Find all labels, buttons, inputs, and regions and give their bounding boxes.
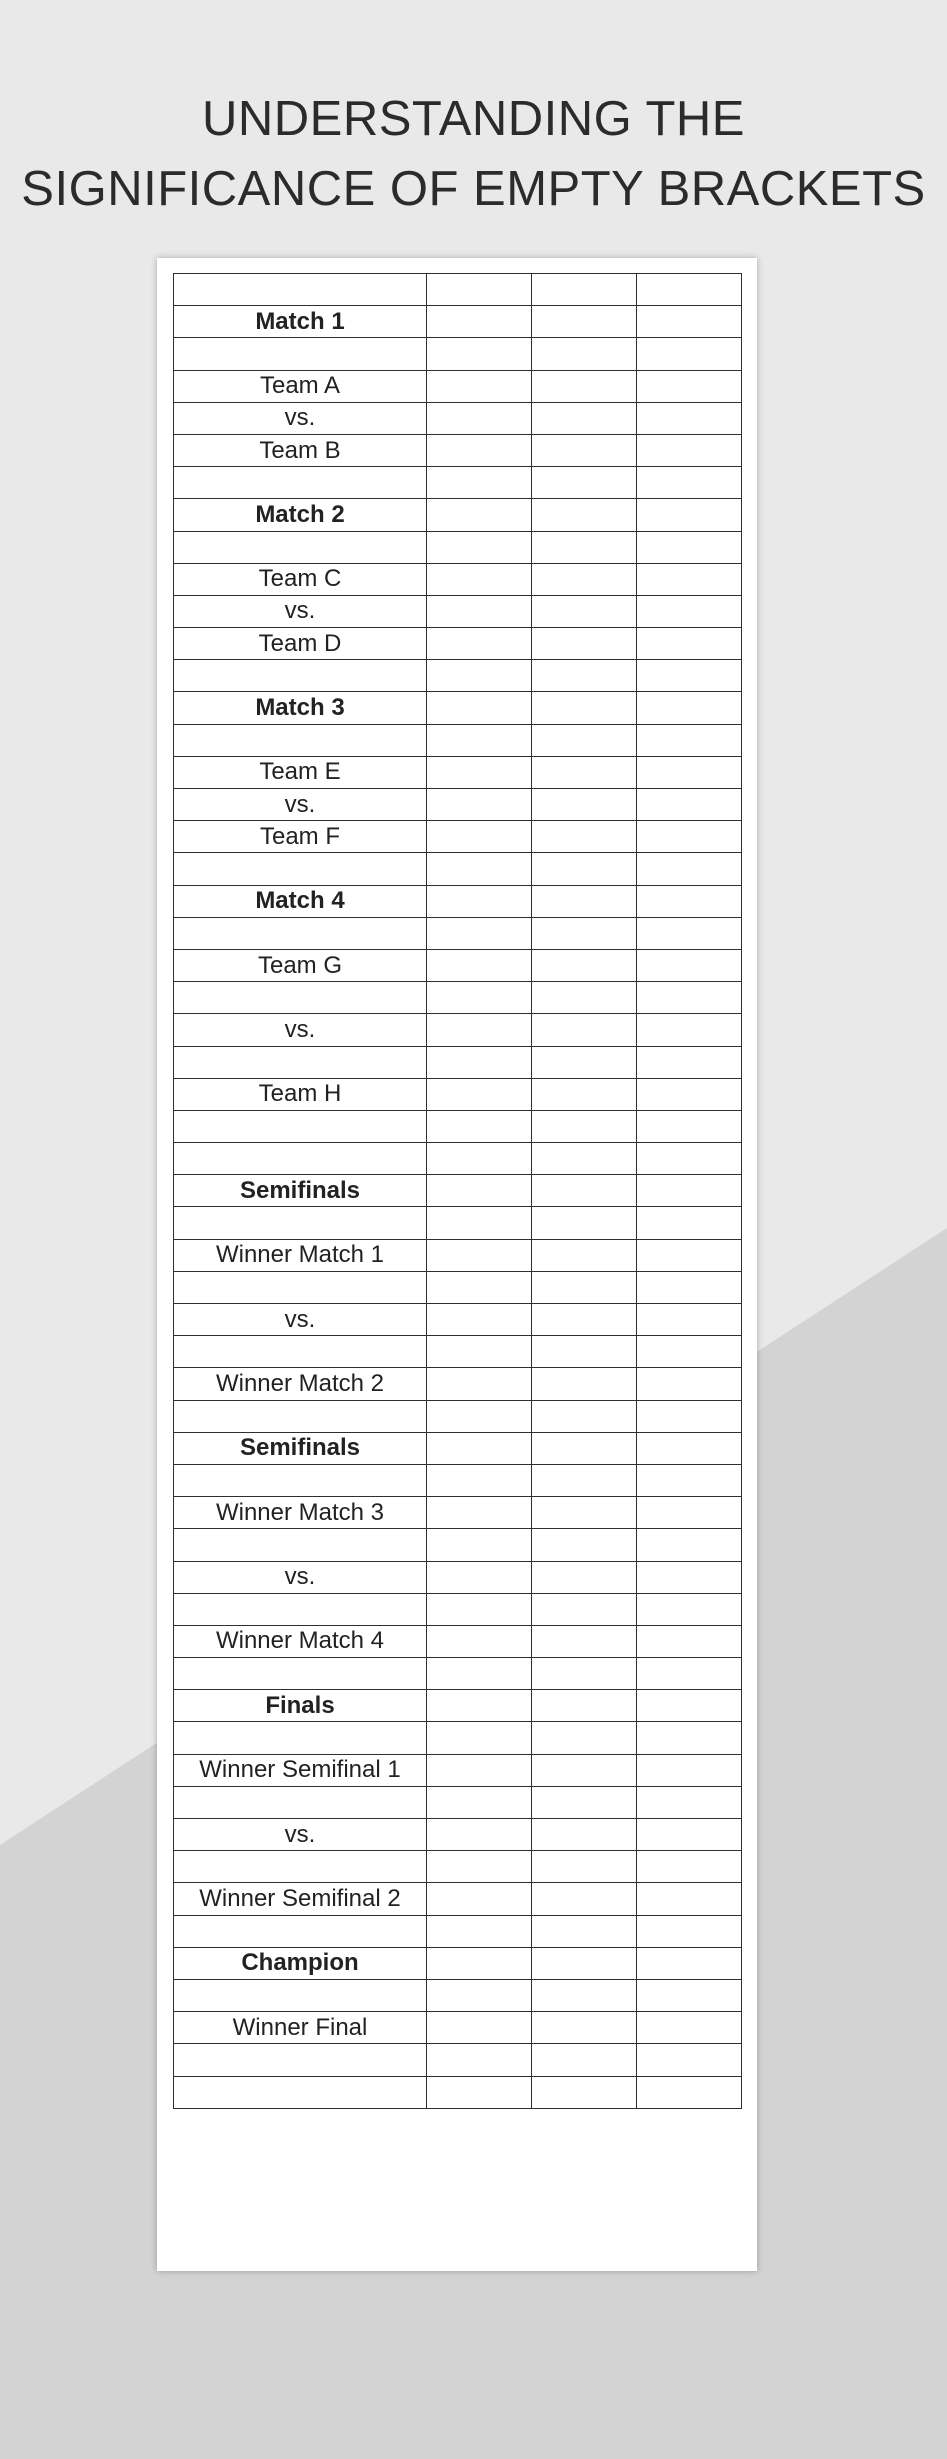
bracket-score-cell-3[interactable] — [637, 982, 742, 1014]
bracket-score-cell-1[interactable] — [427, 1014, 532, 1046]
bracket-score-cell-3[interactable] — [637, 1368, 742, 1400]
bracket-row — [174, 1754, 742, 1786]
bracket-row — [174, 821, 742, 853]
bracket-row — [174, 692, 742, 724]
bracket-score-cell-2[interactable] — [532, 1432, 637, 1464]
bracket-score-cell-3[interactable] — [637, 660, 742, 692]
bracket-score-cell-2[interactable] — [532, 563, 637, 595]
bracket-label-cell — [174, 853, 427, 885]
bracket-score-cell-2[interactable] — [532, 370, 637, 402]
bracket-score-cell-3[interactable] — [637, 628, 742, 660]
bracket-row — [174, 1432, 742, 1464]
bracket-score-cell-1[interactable] — [427, 1947, 532, 1979]
bracket-row — [174, 1561, 742, 1593]
bracket-label-cell: Team E — [174, 756, 427, 788]
bracket-score-cell-2[interactable] — [532, 499, 637, 531]
bracket-score-cell-1[interactable] — [427, 1497, 532, 1529]
bracket-score-cell-3[interactable] — [637, 1883, 742, 1915]
bracket-score-cell-1[interactable] — [427, 853, 532, 885]
bracket-score-cell-3[interactable] — [637, 1947, 742, 1979]
bracket-score-cell-3[interactable] — [637, 1851, 742, 1883]
bracket-score-cell-2[interactable] — [532, 1239, 637, 1271]
bracket-score-cell-1[interactable] — [427, 1915, 532, 1947]
bracket-score-cell-2[interactable] — [532, 1014, 637, 1046]
bracket-label-cell: Team F — [174, 821, 427, 853]
bracket-score-cell-1[interactable] — [427, 1239, 532, 1271]
bracket-sheet — [157, 258, 757, 2271]
page-title — [0, 84, 947, 224]
bracket-score-cell-3[interactable] — [637, 1754, 742, 1786]
bracket-row — [174, 1529, 742, 1561]
bracket-row — [174, 467, 742, 499]
bracket-score-cell-1[interactable] — [427, 1593, 532, 1625]
bracket-row — [174, 1271, 742, 1303]
bracket-score-cell-3[interactable] — [637, 1046, 742, 1078]
bracket-score-cell-2[interactable] — [532, 306, 637, 338]
bracket-score-cell-2[interactable] — [532, 789, 637, 821]
bracket-label-cell: Winner Match 4 — [174, 1625, 427, 1657]
bracket-row — [174, 1497, 742, 1529]
bracket-score-cell-3[interactable] — [637, 1175, 742, 1207]
page-title-line-1: UNDERSTANDING THE — [201, 92, 745, 146]
bracket-score-cell-3[interactable] — [637, 1529, 742, 1561]
bracket-score-cell-2[interactable] — [532, 756, 637, 788]
bracket-label-cell: Team D — [174, 628, 427, 660]
bracket-row — [174, 1690, 742, 1722]
bracket-round-heading: Champion — [174, 1947, 427, 1979]
bracket-score-cell-2[interactable] — [532, 1529, 637, 1561]
bracket-row — [174, 917, 742, 949]
bracket-row — [174, 1915, 742, 1947]
bracket-label-cell — [174, 274, 427, 306]
bracket-score-cell-1[interactable] — [427, 338, 532, 370]
bracket-score-cell-3[interactable] — [637, 917, 742, 949]
bracket-row — [174, 949, 742, 981]
bracket-score-cell-1[interactable] — [427, 1561, 532, 1593]
bracket-label-cell: Winner Match 3 — [174, 1497, 427, 1529]
bracket-score-cell-2[interactable] — [532, 1915, 637, 1947]
bracket-score-cell-2[interactable] — [532, 467, 637, 499]
bracket-row — [174, 1110, 742, 1142]
bracket-score-cell-3[interactable] — [637, 499, 742, 531]
bracket-label-cell: Team B — [174, 434, 427, 466]
bracket-score-cell-2[interactable] — [532, 2012, 637, 2044]
bracket-row — [174, 370, 742, 402]
bracket-score-cell-2[interactable] — [532, 1593, 637, 1625]
bracket-label-cell — [174, 2044, 427, 2076]
bracket-score-cell-1[interactable] — [427, 821, 532, 853]
bracket-row — [174, 789, 742, 821]
bracket-label-cell — [174, 1400, 427, 1432]
bracket-score-cell-3[interactable] — [637, 1143, 742, 1175]
bracket-score-cell-1[interactable] — [427, 1078, 532, 1110]
bracket-label-cell: vs. — [174, 1304, 427, 1336]
bracket-score-cell-2[interactable] — [532, 1175, 637, 1207]
bracket-score-cell-3[interactable] — [637, 1336, 742, 1368]
bracket-score-cell-1[interactable] — [427, 1754, 532, 1786]
bracket-score-cell-2[interactable] — [532, 1947, 637, 1979]
bracket-round-heading: Finals — [174, 1690, 427, 1722]
bracket-score-cell-2[interactable] — [532, 885, 637, 917]
bracket-label-cell — [174, 467, 427, 499]
bracket-score-cell-3[interactable] — [637, 1207, 742, 1239]
bracket-score-cell-1[interactable] — [427, 1786, 532, 1818]
bracket-label-cell — [174, 1143, 427, 1175]
bracket-score-cell-3[interactable] — [637, 2044, 742, 2076]
bracket-score-cell-2[interactable] — [532, 1722, 637, 1754]
bracket-row — [174, 756, 742, 788]
bracket-label-cell — [174, 1593, 427, 1625]
bracket-label-cell — [174, 982, 427, 1014]
bracket-score-cell-1[interactable] — [427, 1336, 532, 1368]
bracket-score-cell-1[interactable] — [427, 434, 532, 466]
bracket-score-cell-3[interactable] — [637, 1078, 742, 1110]
bracket-score-cell-3[interactable] — [637, 1690, 742, 1722]
bracket-row — [174, 1819, 742, 1851]
bracket-row — [174, 628, 742, 660]
bracket-round-heading: Semifinals — [174, 1432, 427, 1464]
bracket-row — [174, 1593, 742, 1625]
bracket-score-cell-2[interactable] — [532, 2044, 637, 2076]
bracket-score-cell-1[interactable] — [427, 1368, 532, 1400]
bracket-row — [174, 402, 742, 434]
bracket-score-cell-2[interactable] — [532, 1110, 637, 1142]
bracket-round-heading: Match 3 — [174, 692, 427, 724]
bracket-score-cell-2[interactable] — [532, 660, 637, 692]
bracket-row — [174, 531, 742, 563]
bracket-score-cell-3[interactable] — [637, 1786, 742, 1818]
bracket-score-cell-1[interactable] — [427, 1883, 532, 1915]
bracket-label-cell: vs. — [174, 1014, 427, 1046]
bracket-label-cell — [174, 1046, 427, 1078]
bracket-row — [174, 724, 742, 756]
bracket-score-cell-1[interactable] — [427, 885, 532, 917]
bracket-score-cell-3[interactable] — [637, 1400, 742, 1432]
bracket-score-cell-2[interactable] — [532, 1304, 637, 1336]
bracket-score-cell-3[interactable] — [637, 402, 742, 434]
bracket-score-cell-1[interactable] — [427, 402, 532, 434]
bracket-score-cell-2[interactable] — [532, 1658, 637, 1690]
bracket-row — [174, 1239, 742, 1271]
bracket-score-cell-1[interactable] — [427, 1722, 532, 1754]
bracket-score-cell-3[interactable] — [637, 1464, 742, 1496]
bracket-score-cell-2[interactable] — [532, 1754, 637, 1786]
bracket-score-cell-1[interactable] — [427, 1690, 532, 1722]
bracket-score-cell-2[interactable] — [532, 853, 637, 885]
bracket-row — [174, 853, 742, 885]
bracket-label-cell: Winner Match 2 — [174, 1368, 427, 1400]
bracket-row — [174, 1851, 742, 1883]
bracket-label-cell — [174, 724, 427, 756]
bracket-label-cell — [174, 917, 427, 949]
bracket-round-heading: Match 1 — [174, 306, 427, 338]
bracket-label-cell: Team C — [174, 563, 427, 595]
bracket-label-cell — [174, 660, 427, 692]
bracket-score-cell-1[interactable] — [427, 1207, 532, 1239]
bracket-score-cell-2[interactable] — [532, 982, 637, 1014]
bracket-row — [174, 982, 742, 1014]
bracket-row — [174, 1014, 742, 1046]
bracket-label-cell — [174, 1786, 427, 1818]
bracket-score-cell-3[interactable] — [637, 1239, 742, 1271]
bracket-score-cell-1[interactable] — [427, 1271, 532, 1303]
bracket-score-cell-3[interactable] — [637, 885, 742, 917]
bracket-score-cell-2[interactable] — [532, 1046, 637, 1078]
bracket-score-cell-1[interactable] — [427, 756, 532, 788]
bracket-round-heading: Match 4 — [174, 885, 427, 917]
bracket-score-cell-3[interactable] — [637, 949, 742, 981]
bracket-label-cell: Winner Final — [174, 2012, 427, 2044]
bracket-row — [174, 1722, 742, 1754]
bracket-label-cell — [174, 1979, 427, 2011]
bracket-score-cell-3[interactable] — [637, 2012, 742, 2044]
page-title-line-2: SIGNIFICANCE OF EMPTY BRACKETS — [21, 162, 926, 216]
bracket-score-cell-2[interactable] — [532, 724, 637, 756]
bracket-row — [174, 274, 742, 306]
bracket-score-cell-1[interactable] — [427, 1464, 532, 1496]
bracket-score-cell-2[interactable] — [532, 1979, 637, 2011]
bracket-label-cell: Winner Match 1 — [174, 1239, 427, 1271]
bracket-label-cell: vs. — [174, 789, 427, 821]
bracket-label-cell — [174, 1851, 427, 1883]
bracket-row — [174, 2012, 742, 2044]
bracket-score-cell-2[interactable] — [532, 1819, 637, 1851]
bracket-score-cell-2[interactable] — [532, 1561, 637, 1593]
bracket-score-cell-1[interactable] — [427, 595, 532, 627]
bracket-row — [174, 1143, 742, 1175]
bracket-score-cell-3[interactable] — [637, 595, 742, 627]
bracket-label-cell — [174, 338, 427, 370]
bracket-score-cell-3[interactable] — [637, 370, 742, 402]
bracket-score-cell-3[interactable] — [637, 306, 742, 338]
bracket-score-cell-1[interactable] — [427, 2012, 532, 2044]
bracket-label-cell: Winner Semifinal 1 — [174, 1754, 427, 1786]
bracket-label-cell — [174, 1336, 427, 1368]
bracket-row — [174, 499, 742, 531]
bracket-score-cell-3[interactable] — [637, 1304, 742, 1336]
bracket-score-cell-2[interactable] — [532, 1078, 637, 1110]
bracket-label-cell: Team A — [174, 370, 427, 402]
bracket-score-cell-3[interactable] — [637, 1561, 742, 1593]
bracket-score-cell-3[interactable] — [637, 853, 742, 885]
bracket-score-cell-3[interactable] — [637, 2076, 742, 2108]
bracket-score-cell-2[interactable] — [532, 1851, 637, 1883]
bracket-row — [174, 1304, 742, 1336]
bracket-score-cell-2[interactable] — [532, 821, 637, 853]
bracket-table-body — [174, 274, 742, 2109]
bracket-score-cell-1[interactable] — [427, 660, 532, 692]
bracket-row — [174, 1786, 742, 1818]
bracket-table — [173, 273, 742, 2109]
bracket-row — [174, 1368, 742, 1400]
bracket-score-cell-1[interactable] — [427, 692, 532, 724]
bracket-score-cell-2[interactable] — [532, 531, 637, 563]
bracket-row — [174, 563, 742, 595]
bracket-score-cell-2[interactable] — [532, 1368, 637, 1400]
bracket-row — [174, 1883, 742, 1915]
bracket-score-cell-3[interactable] — [637, 1979, 742, 2011]
bracket-score-cell-2[interactable] — [532, 1143, 637, 1175]
bracket-score-cell-3[interactable] — [637, 338, 742, 370]
bracket-score-cell-1[interactable] — [427, 370, 532, 402]
bracket-score-cell-2[interactable] — [532, 2076, 637, 2108]
bracket-score-cell-3[interactable] — [637, 1014, 742, 1046]
bracket-score-cell-3[interactable] — [637, 1432, 742, 1464]
bracket-score-cell-3[interactable] — [637, 434, 742, 466]
bracket-row — [174, 1979, 742, 2011]
bracket-score-cell-2[interactable] — [532, 1690, 637, 1722]
bracket-row — [174, 595, 742, 627]
bracket-score-cell-3[interactable] — [637, 1819, 742, 1851]
bracket-row — [174, 306, 742, 338]
bracket-row — [174, 1400, 742, 1432]
bracket-score-cell-2[interactable] — [532, 1207, 637, 1239]
bracket-score-cell-3[interactable] — [637, 789, 742, 821]
bracket-score-cell-3[interactable] — [637, 274, 742, 306]
bracket-label-cell: vs. — [174, 1561, 427, 1593]
bracket-score-cell-3[interactable] — [637, 563, 742, 595]
bracket-score-cell-2[interactable] — [532, 949, 637, 981]
bracket-score-cell-3[interactable] — [637, 1915, 742, 1947]
bracket-score-cell-1[interactable] — [427, 499, 532, 531]
bracket-score-cell-3[interactable] — [637, 724, 742, 756]
bracket-score-cell-1[interactable] — [427, 1819, 532, 1851]
bracket-label-cell — [174, 1110, 427, 1142]
bracket-label-cell — [174, 1271, 427, 1303]
bracket-row — [174, 1625, 742, 1657]
bracket-score-cell-1[interactable] — [427, 1400, 532, 1432]
bracket-score-cell-2[interactable] — [532, 338, 637, 370]
bracket-label-cell: vs. — [174, 595, 427, 627]
bracket-label-cell: vs. — [174, 1819, 427, 1851]
bracket-score-cell-1[interactable] — [427, 1046, 532, 1078]
bracket-score-cell-1[interactable] — [427, 1658, 532, 1690]
bracket-score-cell-2[interactable] — [532, 1464, 637, 1496]
bracket-score-cell-2[interactable] — [532, 274, 637, 306]
bracket-score-cell-1[interactable] — [427, 306, 532, 338]
bracket-row — [174, 885, 742, 917]
bracket-score-cell-3[interactable] — [637, 1110, 742, 1142]
bracket-label-cell: Team G — [174, 949, 427, 981]
bracket-label-cell — [174, 1207, 427, 1239]
bracket-score-cell-2[interactable] — [532, 1271, 637, 1303]
bracket-score-cell-2[interactable] — [532, 434, 637, 466]
bracket-score-cell-2[interactable] — [532, 1625, 637, 1657]
bracket-score-cell-2[interactable] — [532, 1497, 637, 1529]
bracket-score-cell-3[interactable] — [637, 1497, 742, 1529]
bracket-score-cell-2[interactable] — [532, 1400, 637, 1432]
bracket-row — [174, 1658, 742, 1690]
bracket-score-cell-1[interactable] — [427, 917, 532, 949]
bracket-score-cell-2[interactable] — [532, 1336, 637, 1368]
bracket-row — [174, 1046, 742, 1078]
bracket-score-cell-1[interactable] — [427, 467, 532, 499]
bracket-label-cell — [174, 1915, 427, 1947]
bracket-score-cell-1[interactable] — [427, 1304, 532, 1336]
bracket-score-cell-1[interactable] — [427, 1175, 532, 1207]
bracket-label-cell — [174, 531, 427, 563]
bracket-row — [174, 2044, 742, 2076]
bracket-score-cell-3[interactable] — [637, 1658, 742, 1690]
bracket-score-cell-2[interactable] — [532, 1786, 637, 1818]
bracket-label-cell — [174, 1658, 427, 1690]
bracket-score-cell-1[interactable] — [427, 2044, 532, 2076]
bracket-score-cell-1[interactable] — [427, 2076, 532, 2108]
bracket-label-cell: Winner Semifinal 2 — [174, 1883, 427, 1915]
bracket-score-cell-3[interactable] — [637, 1593, 742, 1625]
bracket-score-cell-1[interactable] — [427, 1625, 532, 1657]
bracket-row — [174, 1336, 742, 1368]
bracket-score-cell-1[interactable] — [427, 274, 532, 306]
bracket-score-cell-3[interactable] — [637, 467, 742, 499]
bracket-row — [174, 660, 742, 692]
bracket-label-cell — [174, 1722, 427, 1754]
bracket-label-cell: vs. — [174, 402, 427, 434]
bracket-label-cell: Team H — [174, 1078, 427, 1110]
bracket-row — [174, 1207, 742, 1239]
bracket-label-cell — [174, 2076, 427, 2108]
bracket-score-cell-1[interactable] — [427, 1110, 532, 1142]
bracket-label-cell — [174, 1464, 427, 1496]
bracket-row — [174, 2076, 742, 2108]
bracket-score-cell-3[interactable] — [637, 531, 742, 563]
bracket-score-cell-1[interactable] — [427, 531, 532, 563]
bracket-score-cell-3[interactable] — [637, 692, 742, 724]
bracket-score-cell-1[interactable] — [427, 563, 532, 595]
bracket-score-cell-3[interactable] — [637, 1271, 742, 1303]
bracket-score-cell-1[interactable] — [427, 724, 532, 756]
bracket-score-cell-1[interactable] — [427, 1979, 532, 2011]
bracket-score-cell-1[interactable] — [427, 949, 532, 981]
bracket-score-cell-1[interactable] — [427, 1432, 532, 1464]
bracket-score-cell-3[interactable] — [637, 1625, 742, 1657]
bracket-label-cell — [174, 1529, 427, 1561]
bracket-round-heading: Semifinals — [174, 1175, 427, 1207]
bracket-score-cell-2[interactable] — [532, 595, 637, 627]
bracket-row — [174, 1947, 742, 1979]
bracket-row — [174, 1175, 742, 1207]
bracket-score-cell-2[interactable] — [532, 628, 637, 660]
bracket-row — [174, 434, 742, 466]
bracket-score-cell-2[interactable] — [532, 402, 637, 434]
bracket-score-cell-3[interactable] — [637, 756, 742, 788]
bracket-round-heading: Match 2 — [174, 499, 427, 531]
bracket-row — [174, 338, 742, 370]
bracket-score-cell-2[interactable] — [532, 692, 637, 724]
bracket-score-cell-1[interactable] — [427, 789, 532, 821]
bracket-row — [174, 1464, 742, 1496]
bracket-score-cell-3[interactable] — [637, 821, 742, 853]
bracket-row — [174, 1078, 742, 1110]
bracket-score-cell-1[interactable] — [427, 1851, 532, 1883]
bracket-score-cell-1[interactable] — [427, 1529, 532, 1561]
bracket-score-cell-1[interactable] — [427, 982, 532, 1014]
bracket-score-cell-2[interactable] — [532, 917, 637, 949]
bracket-score-cell-3[interactable] — [637, 1722, 742, 1754]
bracket-score-cell-1[interactable] — [427, 1143, 532, 1175]
bracket-score-cell-1[interactable] — [427, 628, 532, 660]
bracket-score-cell-2[interactable] — [532, 1883, 637, 1915]
